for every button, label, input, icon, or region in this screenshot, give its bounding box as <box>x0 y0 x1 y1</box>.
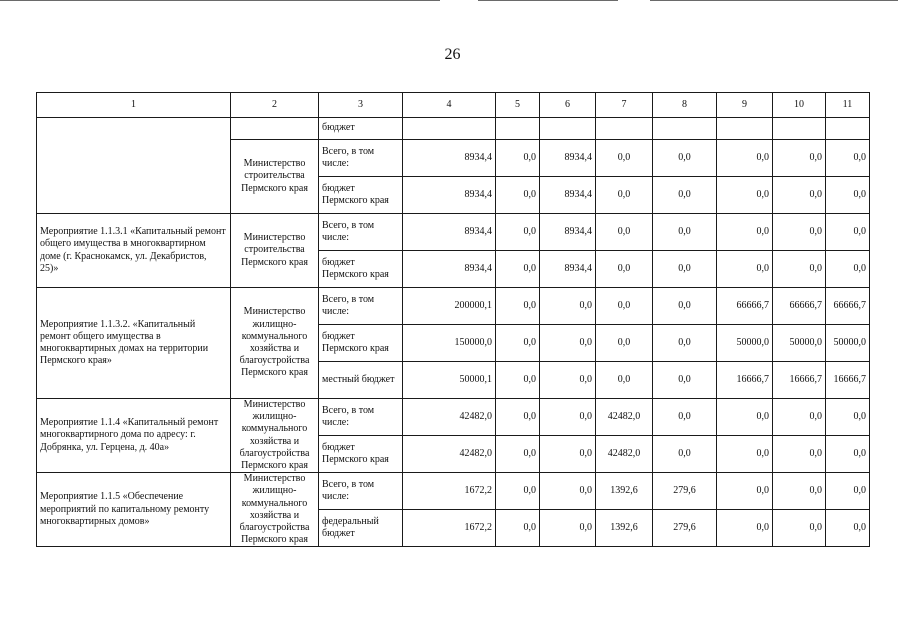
value-cell: 0,0 <box>496 140 540 177</box>
column-number: 9 <box>717 93 773 118</box>
value-cell: 0,0 <box>496 251 540 288</box>
value-cell: 0,0 <box>540 362 596 399</box>
value-cell: 0,0 <box>540 288 596 325</box>
value-cell: 8934,4 <box>403 251 496 288</box>
value-cell: 0,0 <box>540 436 596 473</box>
value-cell: 0,0 <box>717 214 773 251</box>
value-cell: 0,0 <box>773 399 826 436</box>
value-cell: 1672,2 <box>403 473 496 510</box>
executor-cell: Министерство строительства Пермского края <box>231 140 319 214</box>
value-cell <box>596 118 653 140</box>
table-row <box>37 118 870 140</box>
value-cell: 0,0 <box>717 399 773 436</box>
value-cell: 16666,7 <box>826 362 870 399</box>
value-cell <box>826 118 870 140</box>
value-cell: 50000,1 <box>403 362 496 399</box>
value-cell: 0,0 <box>826 177 870 214</box>
measure-name-cell <box>37 118 231 214</box>
value-cell: 8934,4 <box>540 214 596 251</box>
value-cell: 0,0 <box>596 362 653 399</box>
value-cell: 0,0 <box>596 325 653 362</box>
value-cell: 0,0 <box>653 436 717 473</box>
value-cell: 0,0 <box>773 251 826 288</box>
table-row <box>37 214 870 251</box>
column-number: 1 <box>37 93 231 118</box>
value-cell: 0,0 <box>826 436 870 473</box>
value-cell: 0,0 <box>653 251 717 288</box>
value-cell: 0,0 <box>773 510 826 547</box>
value-cell: 0,0 <box>717 177 773 214</box>
measure-name-cell: Мероприятие 1.1.3.1 «Капитальный ремонт общего имущества в многоквартирном доме (г. Краснокамск, ул. Декабристов, 25)» <box>37 214 231 288</box>
executor-cell: Министерство жилищно-коммунального хозяйства и благоустройства Пермского края <box>231 473 319 547</box>
value-cell: 0,0 <box>653 288 717 325</box>
executor-cell: Министерство строительства Пермского края <box>231 214 319 288</box>
funding-source-cell: Всего, в том числе: <box>319 140 403 177</box>
value-cell: 0,0 <box>826 473 870 510</box>
table-row <box>37 473 870 510</box>
column-number: 11 <box>826 93 870 118</box>
value-cell: 8934,4 <box>403 140 496 177</box>
page-top-rule <box>0 0 440 1</box>
value-cell: 0,0 <box>773 177 826 214</box>
value-cell: 8934,4 <box>540 140 596 177</box>
funding-source-cell: бюджет Пермского края <box>319 436 403 473</box>
value-cell: 0,0 <box>496 436 540 473</box>
value-cell: 0,0 <box>496 362 540 399</box>
value-cell: 0,0 <box>540 399 596 436</box>
value-cell: 279,6 <box>653 510 717 547</box>
funding-source-cell: федеральный бюджет <box>319 510 403 547</box>
value-cell: 8934,4 <box>540 177 596 214</box>
value-cell: 0,0 <box>596 140 653 177</box>
value-cell: 50000,0 <box>717 325 773 362</box>
value-cell: 66666,7 <box>717 288 773 325</box>
value-cell: 16666,7 <box>717 362 773 399</box>
funding-source-cell: бюджет <box>319 118 403 140</box>
column-number: 7 <box>596 93 653 118</box>
value-cell <box>540 118 596 140</box>
executor-cell: Министерство жилищно-коммунального хозяйства и благоустройства Пермского края <box>231 288 319 399</box>
value-cell: 66666,7 <box>826 288 870 325</box>
funding-source-cell: местный бюджет <box>319 362 403 399</box>
value-cell: 0,0 <box>540 325 596 362</box>
measure-name-cell: Мероприятие 1.1.3.2. «Капитальный ремонт общего имущества в многоквартирных домах на территории Пермского края» <box>37 288 231 399</box>
value-cell: 0,0 <box>496 325 540 362</box>
column-number: 10 <box>773 93 826 118</box>
value-cell: 42482,0 <box>596 399 653 436</box>
funding-source-cell: бюджет Пермского края <box>319 251 403 288</box>
value-cell <box>403 118 496 140</box>
value-cell: 0,0 <box>496 214 540 251</box>
value-cell: 0,0 <box>773 140 826 177</box>
page-number: 26 <box>444 46 461 63</box>
value-cell: 200000,1 <box>403 288 496 325</box>
value-cell: 0,0 <box>653 140 717 177</box>
value-cell: 0,0 <box>826 140 870 177</box>
value-cell: 0,0 <box>496 177 540 214</box>
value-cell: 0,0 <box>653 325 717 362</box>
value-cell: 0,0 <box>653 362 717 399</box>
value-cell: 0,0 <box>826 510 870 547</box>
column-number-row <box>37 93 870 118</box>
value-cell: 0,0 <box>653 177 717 214</box>
page-top-rule <box>478 0 618 1</box>
funding-source-cell: Всего, в том числе: <box>319 473 403 510</box>
value-cell: 0,0 <box>596 214 653 251</box>
value-cell: 42482,0 <box>596 436 653 473</box>
value-cell: 279,6 <box>653 473 717 510</box>
column-number: 3 <box>319 93 403 118</box>
measure-name-cell: Мероприятие 1.1.4 «Капитальный ремонт многоквартирного дома по адресу: г. Добрянка, ул. Герцена, д. 40а» <box>37 399 231 473</box>
value-cell: 66666,7 <box>773 288 826 325</box>
value-cell: 8934,4 <box>540 251 596 288</box>
value-cell: 0,0 <box>826 251 870 288</box>
value-cell: 0,0 <box>596 177 653 214</box>
value-cell: 0,0 <box>496 473 540 510</box>
value-cell: 0,0 <box>773 436 826 473</box>
value-cell: 0,0 <box>717 436 773 473</box>
value-cell <box>773 118 826 140</box>
executor-cell <box>231 118 319 140</box>
funding-source-cell: Всего, в том числе: <box>319 399 403 436</box>
value-cell: 8934,4 <box>403 214 496 251</box>
value-cell: 1392,6 <box>596 473 653 510</box>
value-cell <box>717 118 773 140</box>
funding-source-cell: Всего, в том числе: <box>319 288 403 325</box>
value-cell: 0,0 <box>773 214 826 251</box>
value-cell <box>653 118 717 140</box>
value-cell: 0,0 <box>653 214 717 251</box>
measure-name-cell: Мероприятие 1.1.5 «Обеспечение мероприятий по капитальному ремонту многоквартирных домов» <box>37 473 231 547</box>
page-top-rule <box>650 0 898 1</box>
column-number: 4 <box>403 93 496 118</box>
executor-cell: Министерство жилищно-коммунального хозяйства и благоустройства Пермского края <box>231 399 319 473</box>
value-cell: 0,0 <box>717 510 773 547</box>
value-cell: 50000,0 <box>826 325 870 362</box>
value-cell: 1672,2 <box>403 510 496 547</box>
value-cell: 0,0 <box>826 399 870 436</box>
value-cell: 0,0 <box>717 140 773 177</box>
funding-source-cell: бюджет Пермского края <box>319 177 403 214</box>
value-cell: 0,0 <box>826 214 870 251</box>
value-cell: 150000,0 <box>403 325 496 362</box>
value-cell: 0,0 <box>496 288 540 325</box>
value-cell: 0,0 <box>596 288 653 325</box>
column-number: 5 <box>496 93 540 118</box>
value-cell: 0,0 <box>596 251 653 288</box>
value-cell: 0,0 <box>540 510 596 547</box>
table-row <box>37 399 870 436</box>
value-cell: 0,0 <box>653 399 717 436</box>
value-cell: 0,0 <box>773 473 826 510</box>
value-cell: 0,0 <box>717 473 773 510</box>
value-cell: 42482,0 <box>403 399 496 436</box>
value-cell: 1392,6 <box>596 510 653 547</box>
value-cell: 16666,7 <box>773 362 826 399</box>
value-cell: 0,0 <box>540 473 596 510</box>
funding-source-cell: Всего, в том числе: <box>319 214 403 251</box>
value-cell <box>496 118 540 140</box>
value-cell: 0,0 <box>496 510 540 547</box>
value-cell: 42482,0 <box>403 436 496 473</box>
column-number: 8 <box>653 93 717 118</box>
table-row <box>37 288 870 325</box>
column-number: 2 <box>231 93 319 118</box>
value-cell: 8934,4 <box>403 177 496 214</box>
budget-table <box>36 92 870 547</box>
column-number: 6 <box>540 93 596 118</box>
value-cell: 0,0 <box>496 399 540 436</box>
value-cell: 0,0 <box>717 251 773 288</box>
funding-source-cell: бюджет Пермского края <box>319 325 403 362</box>
value-cell: 50000,0 <box>773 325 826 362</box>
